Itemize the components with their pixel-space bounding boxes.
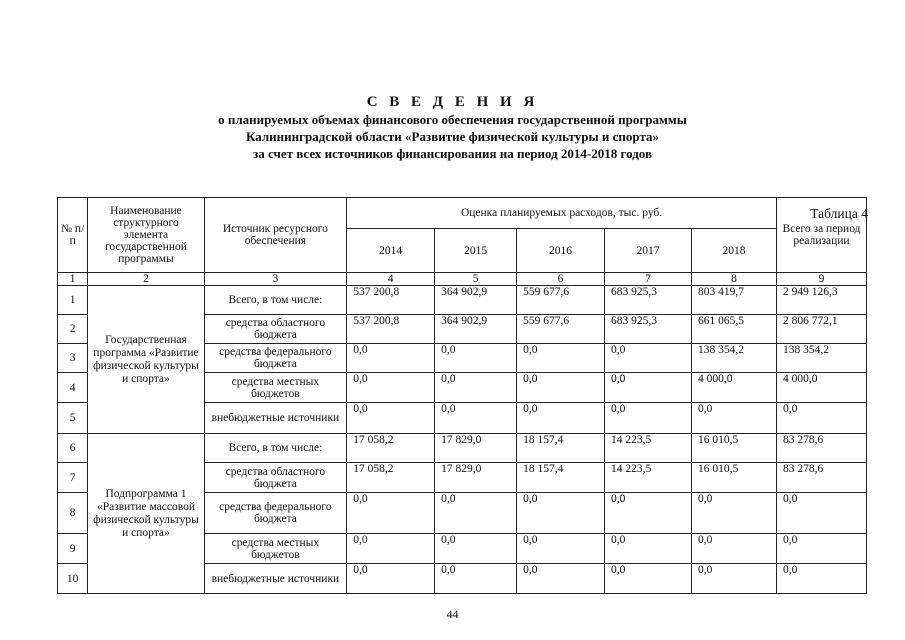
value-cell: 537 200,8 — [347, 315, 435, 344]
row-number: 8 — [58, 493, 88, 534]
row-number: 10 — [58, 564, 88, 594]
value-cell: 0,0 — [347, 373, 435, 403]
subprogram-name: Подпрограмма 1 «Развитие массовой физической культуры и спорта» — [88, 434, 204, 594]
value-cell: 559 677,6 — [517, 315, 605, 344]
header-source: Источник ресурсного обеспечения — [204, 198, 347, 273]
value-cell: 0,0 — [435, 373, 517, 403]
value-cell: 0,0 — [347, 564, 435, 594]
value-cell: 0,0 — [691, 403, 776, 434]
column-number: 7 — [605, 273, 692, 286]
value-cell: 0,0 — [347, 403, 435, 434]
value-cell: 0,0 — [435, 493, 517, 534]
header-year: 2016 — [517, 229, 605, 273]
value-cell: 803 419,7 — [691, 286, 776, 315]
value-cell: 0,0 — [435, 403, 517, 434]
program-name: Государственная программа «Развитие физической культуры и спорта» — [88, 286, 204, 434]
column-number: 6 — [517, 273, 605, 286]
column-number: 3 — [204, 273, 347, 286]
source-cell: средства федерального бюджета — [204, 493, 347, 534]
value-cell: 17 829,0 — [435, 434, 517, 463]
funding-table — [57, 197, 867, 594]
value-cell: 0,0 — [347, 344, 435, 373]
value-cell: 683 925,3 — [605, 286, 692, 315]
subtitle-line: за счет всех источников финансирования на период 2014-2018 годов — [253, 146, 652, 161]
source-cell: средства областного бюджета — [204, 315, 347, 344]
value-cell: 0,0 — [517, 493, 605, 534]
value-cell: 14 223,5 — [605, 434, 692, 463]
header-num: № п/п — [58, 198, 88, 273]
value-cell: 0,0 — [605, 344, 692, 373]
column-number: 4 — [347, 273, 435, 286]
value-cell: 0,0 — [517, 344, 605, 373]
document-heading — [0, 93, 905, 162]
value-cell: 0,0 — [517, 403, 605, 434]
row-number: 7 — [58, 463, 88, 493]
column-number: 2 — [88, 273, 204, 286]
column-number: 9 — [776, 273, 866, 286]
value-cell: 138 354,2 — [691, 344, 776, 373]
header-year: 2015 — [435, 229, 517, 273]
total-cell: 83 278,6 — [776, 434, 866, 463]
header-year: 2014 — [347, 229, 435, 273]
total-cell: 0,0 — [776, 403, 866, 434]
value-cell: 0,0 — [517, 564, 605, 594]
value-cell: 16 010,5 — [691, 463, 776, 493]
value-cell: 0,0 — [691, 534, 776, 564]
source-cell: средства местных бюджетов — [204, 534, 347, 564]
value-cell: 18 157,4 — [517, 434, 605, 463]
value-cell: 0,0 — [435, 564, 517, 594]
column-number-row — [58, 273, 867, 286]
value-cell: 16 010,5 — [691, 434, 776, 463]
total-cell: 83 278,6 — [776, 463, 866, 493]
subtitle-line: Калининградской области «Развитие физической культуры и спорта» — [246, 129, 659, 144]
header-total: Всего за период реализации — [776, 198, 866, 273]
total-cell: 0,0 — [776, 534, 866, 564]
total-cell: 0,0 — [776, 493, 866, 534]
total-cell: 2 949 126,3 — [776, 286, 866, 315]
total-cell: 2 806 772,1 — [776, 315, 866, 344]
header-estimate: Оценка планируемых расходов, тыс. руб. — [347, 198, 777, 229]
value-cell: 0,0 — [435, 534, 517, 564]
page-number: 44 — [446, 607, 459, 621]
row-number: 1 — [58, 286, 88, 315]
source-cell: внебюджетные источники — [204, 564, 347, 594]
row-number: 5 — [58, 403, 88, 434]
source-cell: Всего, в том числе: — [204, 434, 347, 463]
value-cell: 17 058,2 — [347, 434, 435, 463]
source-cell: Всего, в том числе: — [204, 286, 347, 315]
column-number: 5 — [435, 273, 517, 286]
value-cell: 17 829,0 — [435, 463, 517, 493]
header-year: 2018 — [691, 229, 776, 273]
row-number: 3 — [58, 344, 88, 373]
source-cell: средства местных бюджетов — [204, 373, 347, 403]
value-cell: 14 223,5 — [605, 463, 692, 493]
header-element: Наименование структурного элемента государственной программы — [88, 198, 204, 273]
value-cell: 0,0 — [605, 403, 692, 434]
source-cell: средства федерального бюджета — [204, 344, 347, 373]
value-cell: 661 065,5 — [691, 315, 776, 344]
subtitle-line: о планируемых объемах финансового обеспечения государственной программы — [218, 112, 687, 127]
value-cell: 559 677,6 — [517, 286, 605, 315]
value-cell: 0,0 — [691, 493, 776, 534]
value-cell: 4 000,0 — [691, 373, 776, 403]
value-cell: 364 902,9 — [435, 286, 517, 315]
source-cell: внебюджетные источники — [204, 403, 347, 434]
table-row — [58, 286, 867, 315]
value-cell: 0,0 — [517, 534, 605, 564]
value-cell: 18 157,4 — [517, 463, 605, 493]
column-number: 8 — [691, 273, 776, 286]
value-cell: 537 200,8 — [347, 286, 435, 315]
value-cell: 683 925,3 — [605, 315, 692, 344]
value-cell: 0,0 — [347, 493, 435, 534]
document-title: С В Е Д Е Н И Я — [366, 94, 539, 110]
value-cell: 0,0 — [691, 564, 776, 594]
value-cell: 0,0 — [347, 534, 435, 564]
value-cell: 0,0 — [605, 534, 692, 564]
header-year: 2017 — [605, 229, 692, 273]
total-cell: 0,0 — [776, 564, 866, 594]
value-cell: 0,0 — [435, 344, 517, 373]
value-cell: 0,0 — [605, 373, 692, 403]
value-cell: 17 058,2 — [347, 463, 435, 493]
source-cell: средства областного бюджета — [204, 463, 347, 493]
value-cell: 0,0 — [517, 373, 605, 403]
total-cell: 4 000,0 — [776, 373, 866, 403]
row-number: 2 — [58, 315, 88, 344]
value-cell: 0,0 — [605, 564, 692, 594]
total-cell: 138 354,2 — [776, 344, 866, 373]
row-number: 4 — [58, 373, 88, 403]
row-number: 6 — [58, 434, 88, 463]
table-row — [58, 434, 867, 463]
table-label: Таблица 4 — [810, 206, 868, 221]
row-number: 9 — [58, 534, 88, 564]
column-number: 1 — [58, 273, 88, 286]
value-cell: 364 902,9 — [435, 315, 517, 344]
value-cell: 0,0 — [605, 493, 692, 534]
